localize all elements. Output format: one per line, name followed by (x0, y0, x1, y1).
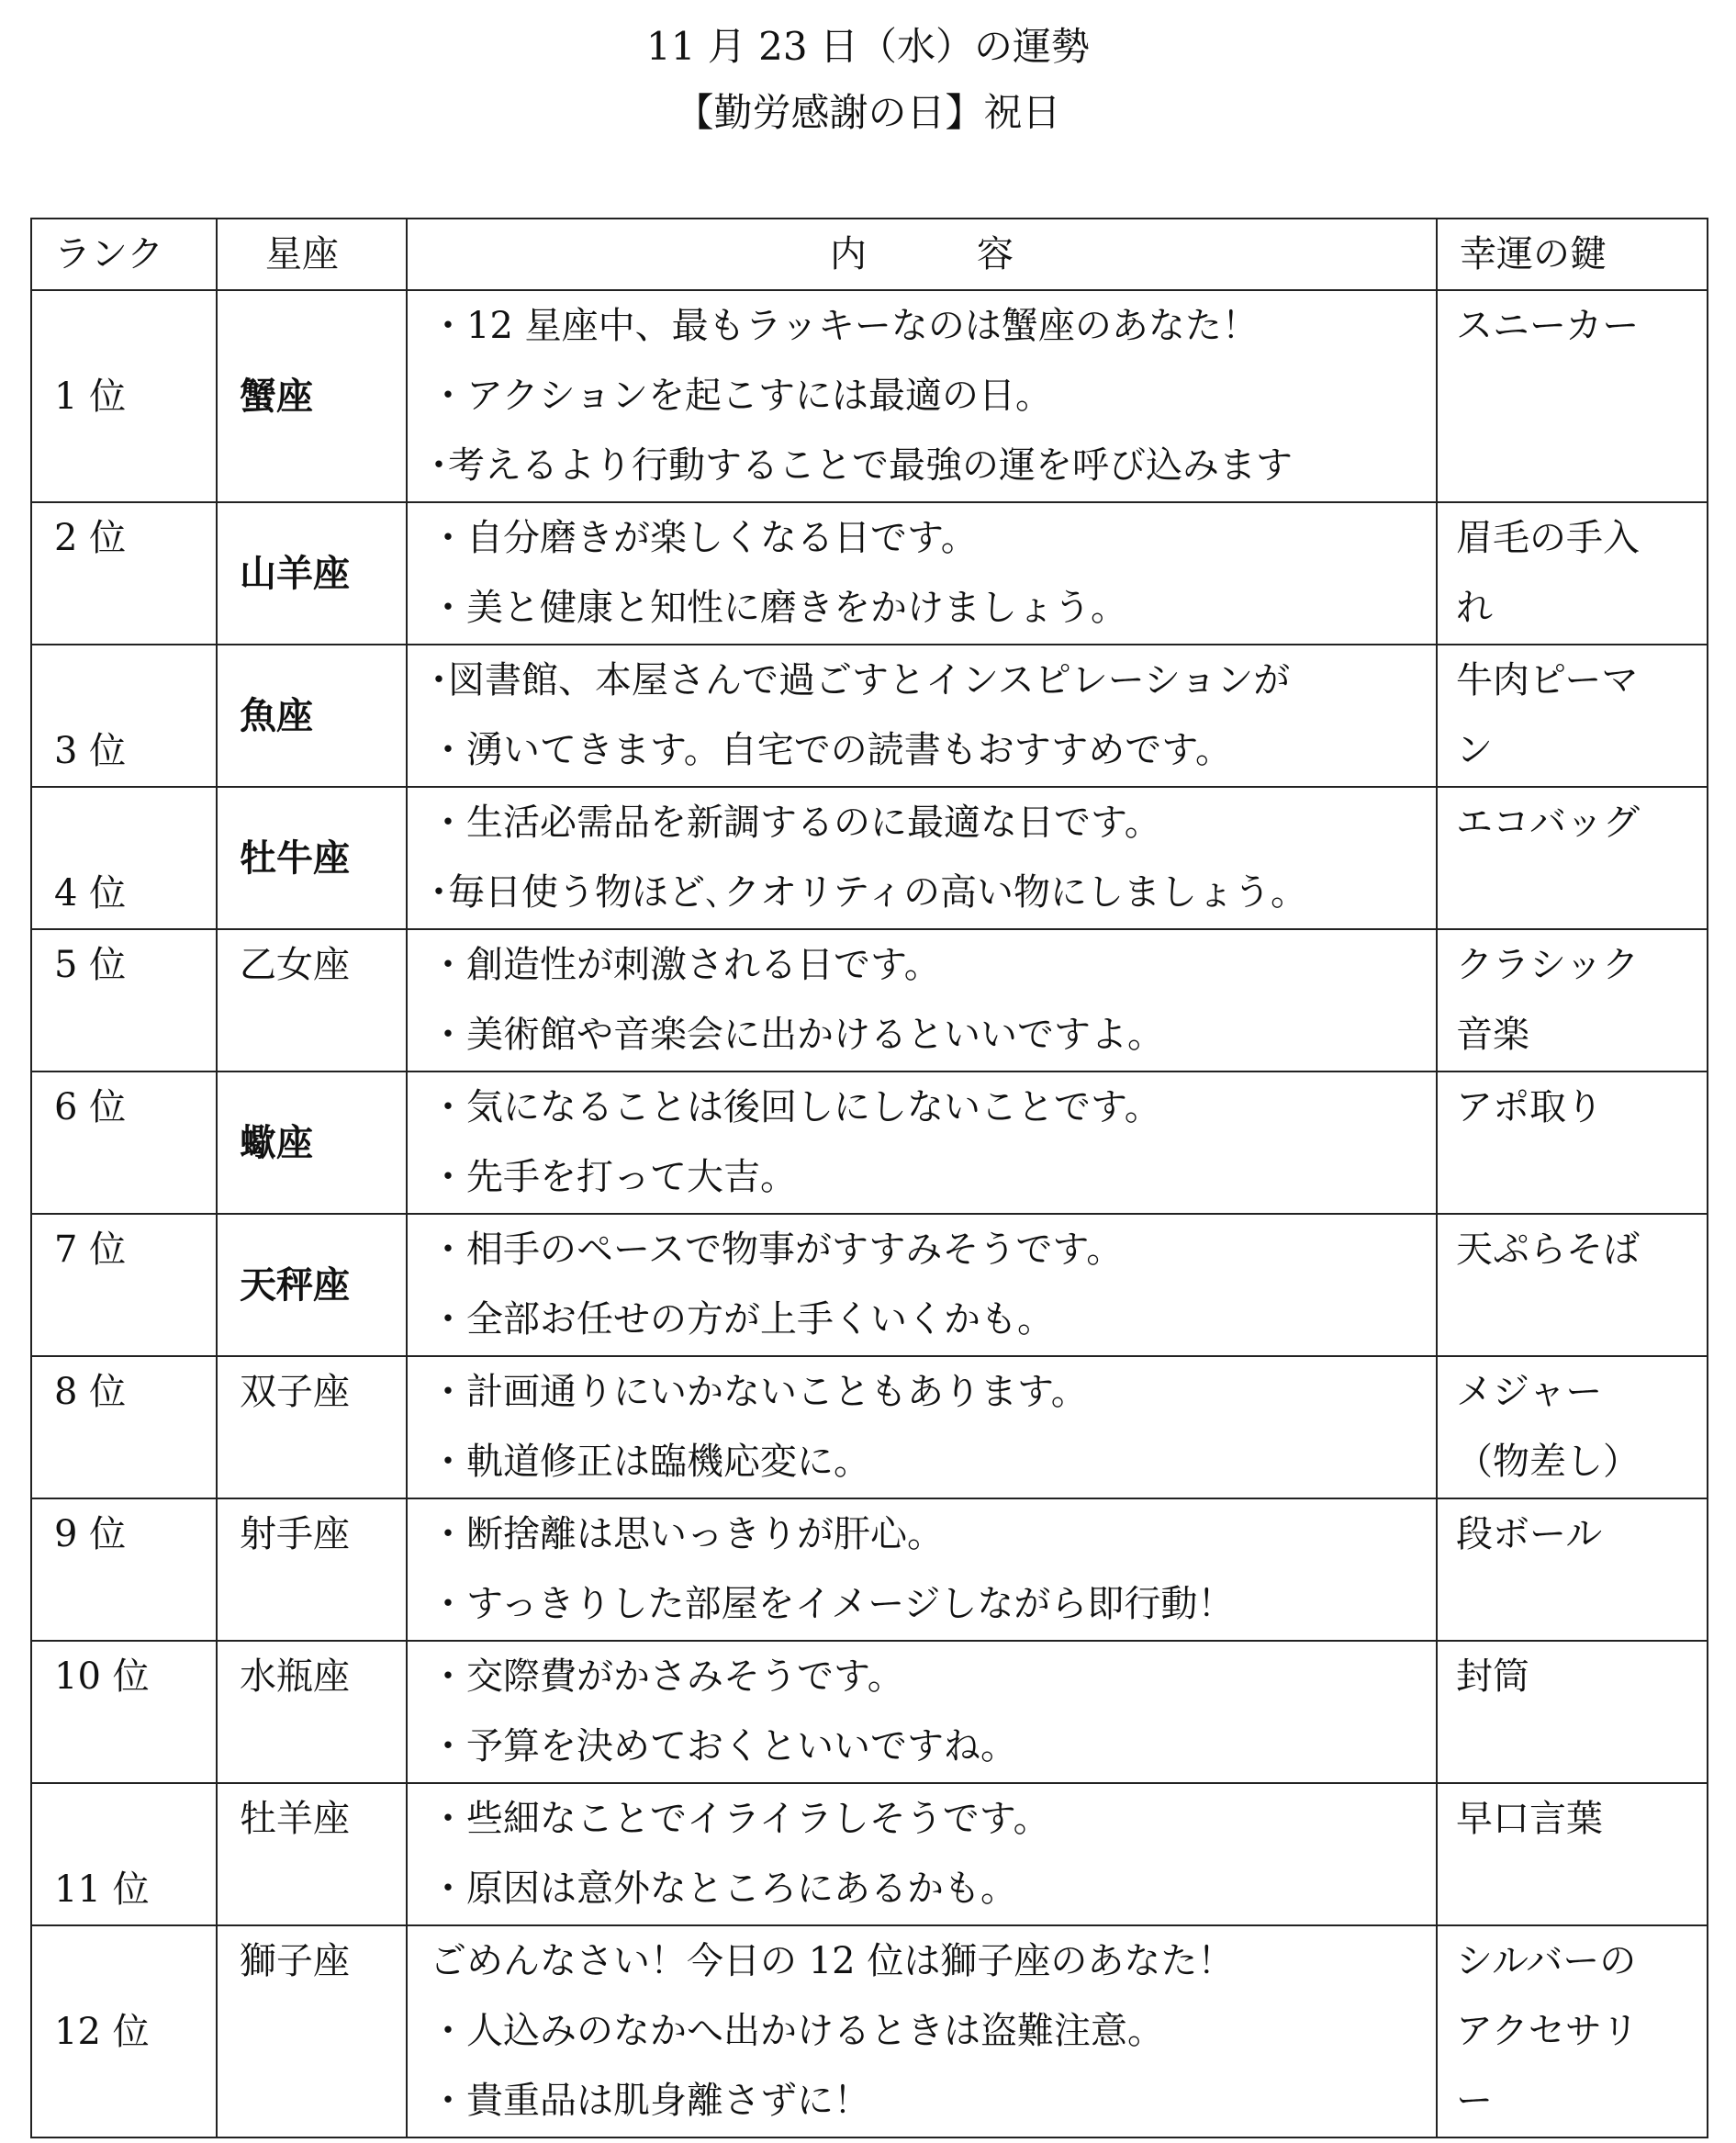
luck-line: スニーカー (1456, 305, 1640, 347)
sign-cell (217, 1356, 407, 1498)
luck-line: 段ボール (1456, 1513, 1603, 1555)
rank-label: 11 位 (54, 1868, 150, 1911)
table-header-row (31, 219, 1708, 290)
content-line: ･毎日使う物ほど､クオリティの高い物にしましょう。 (430, 871, 1307, 914)
table-row (31, 290, 1708, 502)
header-sign (217, 219, 407, 290)
content-line: ・断捨離は思いっきりが肝心。 (430, 1513, 944, 1555)
luck-line: （物差し） (1456, 1441, 1640, 1483)
header-rank-label: ランク (54, 233, 164, 275)
rank-label: 2 位 (54, 517, 127, 559)
content-line: ・湧いてきます。自宅での読書もおすすめです。 (430, 729, 1232, 771)
content-line: ・予算を決めておくといいですね。 (430, 1725, 1017, 1767)
luck-cell (1437, 929, 1708, 1072)
page-title: 11 月 23 日（水）の運勢 (646, 24, 1090, 69)
luck-line: れ (1456, 587, 1493, 629)
content-cell (407, 290, 1437, 502)
luck-line: 眉毛の手入 (1456, 517, 1640, 559)
content-cell (407, 1072, 1437, 1214)
content-line: ごめんなさい！今日の 12 位は獅子座のあなた！ (430, 1940, 1235, 1982)
rank-label: 1 位 (54, 375, 127, 418)
content-line: ・全部お任せの方が上手くいくかも。 (430, 1298, 1054, 1341)
sign-label: 山羊座 (240, 552, 350, 595)
sign-label: 蠍座 (240, 1121, 313, 1164)
content-line: ・軌道修正は臨機応変に。 (430, 1441, 870, 1483)
rank-cell (31, 1214, 217, 1356)
table-row (31, 1783, 1708, 1925)
content-line: ・12 星座中、最もラッキーなのは蟹座のあなた！ (430, 305, 1259, 347)
table-row (31, 645, 1708, 787)
sign-cell (217, 787, 407, 929)
rank-label: 8 位 (54, 1371, 127, 1413)
content-cell (407, 502, 1437, 645)
header-luck-label: 幸運の鍵 (1460, 233, 1607, 275)
sign-cell (217, 1498, 407, 1641)
page-subtitle: 【勤労感謝の日】祝日 (675, 90, 1061, 135)
content-line: ･考えるより行動することで最強の運を呼び込みます (430, 444, 1293, 487)
content-cell (407, 1214, 1437, 1356)
table-row (31, 1641, 1708, 1783)
luck-cell (1437, 1072, 1708, 1214)
luck-line: 音楽 (1456, 1014, 1529, 1056)
luck-line: アポ取り (1456, 1086, 1603, 1128)
luck-line: 封筒 (1456, 1655, 1529, 1698)
luck-cell (1437, 502, 1708, 645)
sign-cell (217, 929, 407, 1072)
luck-cell (1437, 1925, 1708, 2137)
table-row (31, 929, 1708, 1072)
luck-cell (1437, 1214, 1708, 1356)
table-row (31, 1925, 1708, 2137)
luck-line: エコバッグ (1456, 802, 1640, 844)
content-line: ・美と健康と知性に磨きをかけましょう。 (430, 587, 1127, 629)
table-row (31, 1498, 1708, 1641)
luck-cell (1437, 1498, 1708, 1641)
table-row (31, 787, 1708, 929)
sign-label: 水瓶座 (240, 1655, 350, 1698)
rank-label: 10 位 (54, 1655, 150, 1698)
rank-cell (31, 1356, 217, 1498)
rank-cell (31, 1925, 217, 2137)
sign-cell (217, 1925, 407, 2137)
content-cell (407, 787, 1437, 929)
content-cell (407, 1783, 1437, 1925)
sign-label: 射手座 (240, 1513, 350, 1555)
rank-cell (31, 1783, 217, 1925)
luck-cell (1437, 1356, 1708, 1498)
rank-cell (31, 502, 217, 645)
content-line: ・自分磨きが楽しくなる日です。 (430, 517, 978, 559)
content-line: ・創造性が刺激される日です。 (430, 944, 941, 986)
content-line: ・交際費がかさみそうです。 (430, 1655, 904, 1698)
sign-label: 獅子座 (240, 1940, 350, 1982)
sign-cell (217, 502, 407, 645)
content-line: ・アクションを起こすには最適の日。 (430, 375, 1052, 417)
content-line: ・貴重品は肌身離さずに！ (430, 2080, 870, 2122)
content-cell (407, 1498, 1437, 1641)
rank-label: 6 位 (54, 1086, 127, 1128)
sign-cell (217, 290, 407, 502)
table-row (31, 1356, 1708, 1498)
content-cell (407, 1356, 1437, 1498)
rank-cell (31, 1072, 217, 1214)
luck-line: 早口言葉 (1456, 1798, 1603, 1840)
header-luck (1437, 219, 1708, 290)
content-line: ・些細なことでイライラしそうです。 (430, 1798, 1050, 1840)
luck-cell (1437, 1783, 1708, 1925)
sign-label: 天秤座 (240, 1263, 350, 1307)
content-line: ・計画通りにいかないこともあります。 (430, 1371, 1088, 1413)
luck-line: シルバーの (1456, 1940, 1637, 1982)
sign-label: 牡羊座 (240, 1798, 350, 1840)
content-cell (407, 929, 1437, 1072)
rank-cell (31, 787, 217, 929)
luck-cell (1437, 1641, 1708, 1783)
rank-label: 3 位 (54, 730, 127, 772)
sign-cell (217, 1783, 407, 1925)
luck-cell (1437, 787, 1708, 929)
fortune-table (30, 218, 1708, 2138)
rank-cell (31, 1641, 217, 1783)
sign-label: 乙女座 (240, 944, 350, 986)
luck-line: ー (1456, 2080, 1493, 2122)
luck-cell (1437, 645, 1708, 787)
content-line: ・相手のペースで物事がすすみそうです。 (430, 1229, 1124, 1271)
header-sign-label: 星座 (265, 233, 339, 275)
sign-label: 魚座 (240, 694, 313, 737)
luck-line: 牛肉ピーマ (1456, 659, 1639, 701)
table-body (31, 290, 1708, 2137)
rank-cell (31, 290, 217, 502)
content-line: ・美術館や音楽会に出かけるといいですよ。 (430, 1014, 1164, 1056)
header-rank (31, 219, 217, 290)
rank-label: 12 位 (54, 2010, 150, 2053)
content-line: ・先手を打って大吉。 (430, 1156, 797, 1198)
luck-line: 天ぷらそば (1456, 1229, 1640, 1271)
content-cell (407, 1925, 1437, 2137)
content-line: ・気になることは後回しにしないことです。 (430, 1086, 1161, 1128)
content-line: ・人込みのなかへ出かけるときは盗難注意。 (430, 2010, 1164, 2052)
table-row (31, 1072, 1708, 1214)
sign-label: 蟹座 (240, 375, 313, 418)
rank-label: 7 位 (54, 1229, 127, 1271)
luck-line: クラシック (1456, 944, 1640, 986)
rank-label: 5 位 (54, 944, 127, 986)
sign-cell (217, 645, 407, 787)
luck-line: アクセサリ (1456, 2010, 1639, 2052)
sign-label: 双子座 (240, 1371, 350, 1413)
content-cell (407, 1641, 1437, 1783)
rank-cell (31, 645, 217, 787)
luck-cell (1437, 290, 1708, 502)
sign-cell (217, 1641, 407, 1783)
table-row (31, 502, 1708, 645)
header-content (407, 219, 1437, 290)
content-line: ・原因は意外なところにあるかも。 (430, 1868, 1017, 1910)
rank-cell (31, 929, 217, 1072)
rank-label: 4 位 (54, 872, 127, 914)
content-line: ・生活必需品を新調するのに最適な日です。 (430, 802, 1161, 844)
sign-cell (217, 1072, 407, 1214)
sign-label: 牡牛座 (240, 836, 350, 880)
luck-line: メジャー (1456, 1371, 1603, 1413)
table-row (31, 1214, 1708, 1356)
sign-cell (217, 1214, 407, 1356)
content-cell (407, 645, 1437, 787)
content-line: ・すっきりした部屋をイメージしながら即行動！ (430, 1583, 1235, 1625)
rank-label: 9 位 (54, 1513, 127, 1555)
content-line: ･図書館、本屋さんで過ごすとインスピレーションが (430, 659, 1291, 701)
rank-cell (31, 1498, 217, 1641)
luck-line: ン (1456, 729, 1493, 771)
header-content-label: 内 容 (830, 233, 1014, 275)
